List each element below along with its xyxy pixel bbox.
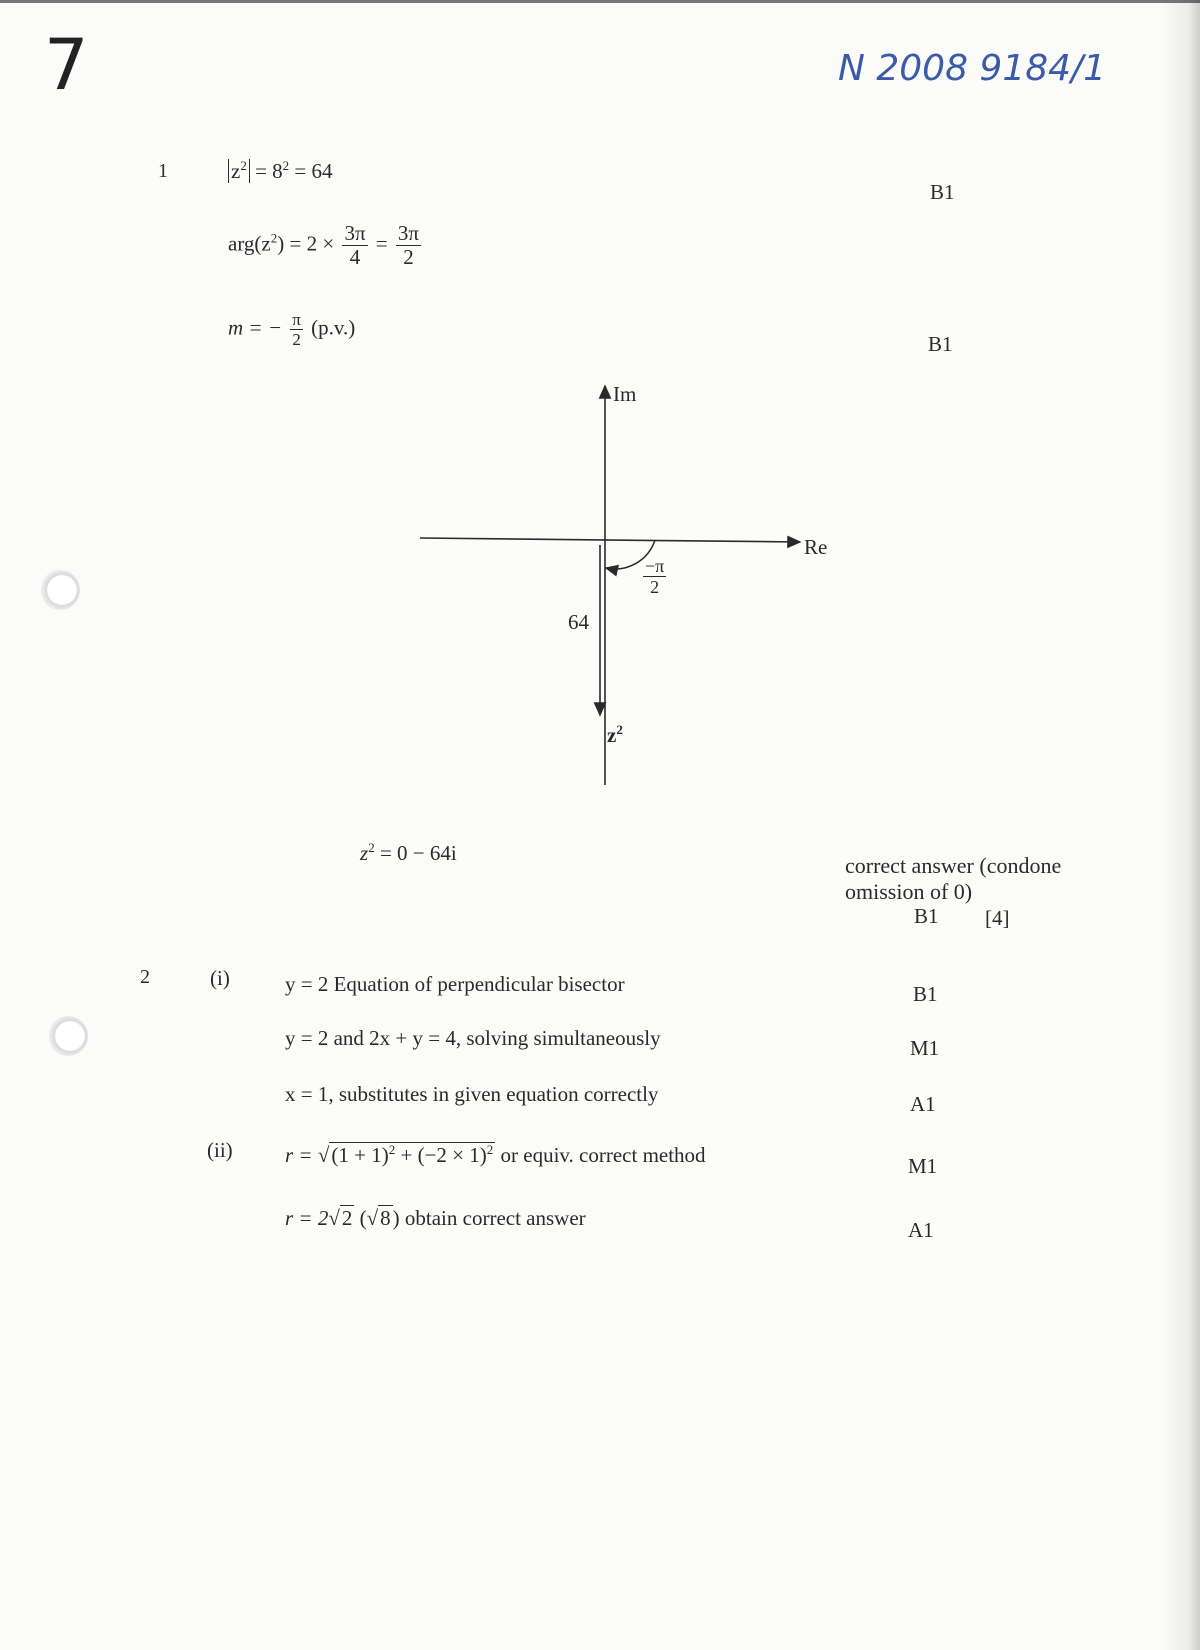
q2-i-mark-1: B1 <box>913 982 938 1006</box>
page-right-edge-shadow <box>1160 0 1200 1650</box>
q2-i-mark-3: A1 <box>910 1092 936 1116</box>
q1-mark-b1-second: B1 <box>928 332 953 356</box>
q1-argument-line: $arg(z^2) = 2$ × $\frac{3\pi}{4}$ = $\frac{3\pi}{2}$ <box>228 221 419 269</box>
q2-part-i-label: (i) <box>210 966 230 990</box>
question-number-2: 2 <box>140 966 150 988</box>
q2-i-line-2: y = 2 and 2x + y = 4, solving simultaneously <box>285 1026 661 1050</box>
q2-ii-line-2: r = 2√2 (√8) obtain correct answer <box>285 1206 586 1230</box>
point-z-squared-label: $z^2$ <box>607 722 623 747</box>
real-axis <box>420 538 800 542</box>
corner-handwritten-mark: 7 <box>44 24 89 106</box>
q1-mark-b1-first: B1 <box>930 180 955 204</box>
question-number-1: 1 <box>158 160 168 182</box>
paper-code-handwritten: N 2008 9184/1 <box>838 48 1107 89</box>
q2-i-line-3: x = 1, substitutes in given equation correctly <box>285 1082 659 1106</box>
q2-i-mark-2: M1 <box>910 1036 940 1060</box>
angle-label: $\frac{-\pi}{2}$ <box>645 556 665 597</box>
punch-hole-icon <box>40 570 80 610</box>
q1-marking-note: correct answer (condone omission of 0) <box>845 853 1062 904</box>
punch-hole-icon <box>48 1016 88 1056</box>
im-axis-label: Im <box>613 382 637 406</box>
q1-principal-value-line: m = − $\frac{\pi}{2}$ (p.v.) <box>228 310 356 349</box>
q2-i-line-1: y = 2 Equation of perpendicular bisector <box>285 972 625 996</box>
re-axis-label: Re <box>804 535 828 559</box>
q1-total-marks: [4] <box>985 906 1010 930</box>
q2-ii-line-1: $r = √(1 + 1)^2 + (-2 \times 1)^2$ or equiv. correct method <box>285 1142 706 1167</box>
modulus-label: 64 <box>568 610 589 634</box>
q1-final-mark: B1 <box>914 904 939 928</box>
q2-part-ii-label: (ii) <box>207 1138 233 1162</box>
q1-modulus-line: $z^2 = 8^2 = 64$ <box>228 158 333 184</box>
page-top-edge <box>0 0 1200 3</box>
q2-ii-mark-1: M1 <box>908 1154 938 1178</box>
q1-answer-line: $z^2 = 0 - 64i$ <box>360 840 457 865</box>
q2-ii-mark-2: A1 <box>908 1218 934 1242</box>
